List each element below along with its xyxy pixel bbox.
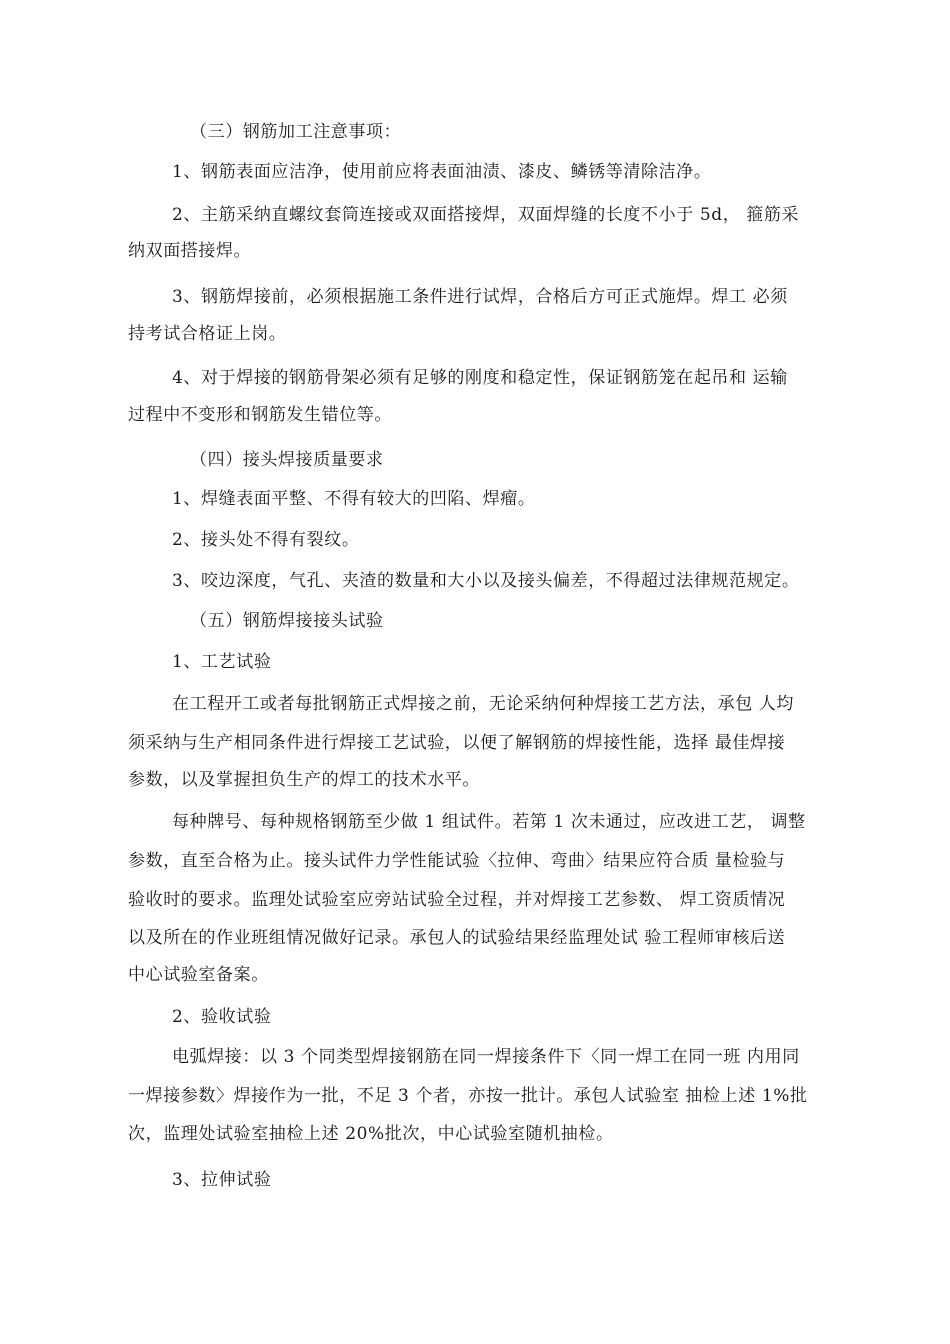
paragraph-line: 电弧焊接：以 3 个同类型焊接钢筋在同一焊接条件下〈同一焊工在同一班 内用同 [172,1047,800,1067]
paragraph-line: 一焊接参数〉焊接作为一批，不足 3 个者，亦按一批计。承包人试验室 抽检上述 1%批 [128,1086,808,1106]
paragraph-line: 过程中不变形和钢筋发生错位等。 [128,405,392,425]
paragraph-line: 2、接头处不得有裂纹。 [172,530,360,550]
paragraph-line: 须采纳与生产相同条件进行焊接工艺试验，以便了解钢筋的焊接性能，选择 最佳焊接 [128,733,786,753]
paragraph-line: 2、主筋采纳直螺纹套筒连接或双面搭接焊，双面焊缝的长度不小于 5d， 箍筋采 [172,205,800,225]
paragraph-line: 中心试验室备案。 [128,965,269,985]
section-heading-3: （三）钢筋加工注意事项： [190,122,402,142]
paragraph-line: 参数，以及掌握担负生产的焊工的技术水平。 [128,770,480,790]
paragraph-line: 验收时的要求。监理处试验室应旁站试验全过程，并对焊接工艺参数、 焊工资质情况 [128,890,786,910]
paragraph-line: 参数，直至合格为止。接头试件力学性能试验〈拉伸、弯曲〉结果应符合质 量检验与 [128,851,786,871]
section-heading-5: （五）钢筋焊接接头试验 [190,611,384,631]
paragraph-line: 纳双面搭接焊。 [128,241,252,261]
paragraph-line: 4、对于焊接的钢筋骨架必须有足够的刚度和稳定性，保证钢筋笼在起吊和 运输 [172,368,788,388]
paragraph-line: 在工程开工或者每批钢筋正式焊接之前，无论采纳何种焊接工艺方法，承包 人均 [172,694,795,714]
paragraph-line: 1、钢筋表面应洁净，使用前应将表面油渍、漆皮、鳞锈等清除洁净。 [172,162,712,182]
paragraph-line: 持考试合格证上岗。 [128,324,287,344]
subheading-acceptance-test: 2、验收试验 [172,1007,272,1027]
subheading-process-test: 1、工艺试验 [172,652,272,672]
paragraph-line: 3、咬边深度，气孔、夹渣的数量和大小以及接头偏差，不得超过法律规范规定。 [172,571,800,591]
section-heading-4: （四）接头焊接质量要求 [190,450,384,470]
paragraph-line: 以及所在的作业班组情况做好记录。承包人的试验结果经监理处试 验工程师审核后送 [128,928,786,948]
paragraph-line: 3、钢筋焊接前，必须根据施工条件进行试焊，合格后方可正式施焊。焊工 必须 [172,287,788,307]
paragraph-line: 次，监理处试验室抽检上述 20%批次，中心试验室随机抽检。 [128,1124,614,1144]
paragraph-line: 1、焊缝表面平整、不得有较大的凹陷、焊瘤。 [172,489,536,509]
subheading-tensile-test: 3、拉伸试验 [172,1170,272,1190]
paragraph-line: 每种牌号、每种规格钢筋至少做 1 组试件。若第 1 次未通过，应改进工艺， 调整 [172,812,806,832]
